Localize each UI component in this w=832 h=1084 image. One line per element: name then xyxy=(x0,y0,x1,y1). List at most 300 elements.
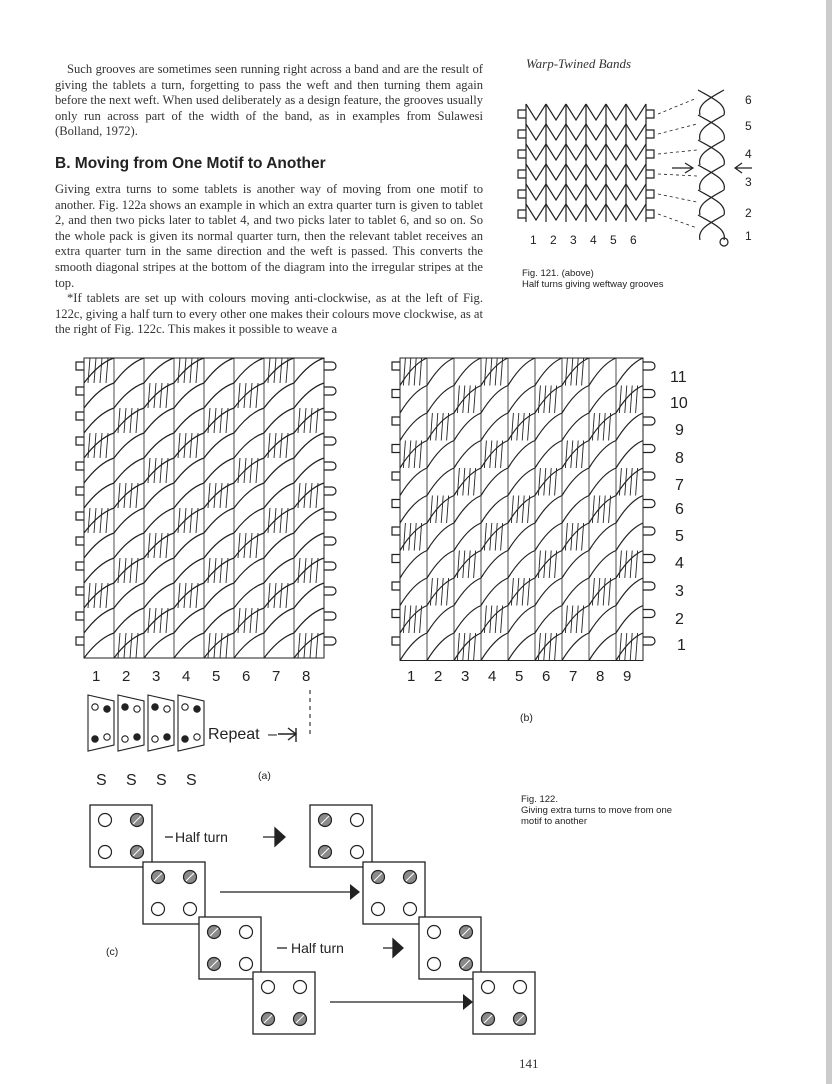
twine-stroke xyxy=(589,441,616,469)
threading-tablet xyxy=(178,695,204,751)
fig122b-row-number: 6 xyxy=(675,501,684,518)
hatch-line xyxy=(538,468,540,496)
tablet-hole xyxy=(428,926,441,939)
repeat-dash: – xyxy=(268,726,277,743)
twine-stroke xyxy=(204,533,234,558)
twist-arrow-icon xyxy=(735,163,752,173)
hatch-line xyxy=(148,458,150,483)
hatch-line xyxy=(603,578,605,606)
twine-stroke xyxy=(264,533,294,558)
fig122b-tablet-number: 1 xyxy=(407,668,416,685)
hatch-line xyxy=(576,523,578,551)
twine-stroke xyxy=(144,408,174,433)
hatch-line xyxy=(268,358,270,383)
tablet-peg-right xyxy=(324,437,336,445)
tablet-hole xyxy=(240,958,253,971)
fig121-caption xyxy=(522,268,664,290)
tablet-peg-left xyxy=(392,390,400,398)
chevron-stroke xyxy=(526,164,546,180)
tablet-peg-right xyxy=(643,582,655,590)
fig122b-row-number: 5 xyxy=(675,528,684,545)
hatch-line xyxy=(603,413,605,441)
tablet-hole xyxy=(482,981,495,994)
tablet-card xyxy=(363,862,425,924)
twist-strand xyxy=(698,165,724,190)
hatch-line xyxy=(280,508,282,533)
chevron-stroke xyxy=(626,184,646,200)
twine-stroke xyxy=(589,606,616,634)
twine-stroke xyxy=(616,523,643,551)
tablet-peg-left xyxy=(392,637,400,645)
page-edge xyxy=(826,0,832,1084)
twist-strand xyxy=(698,115,724,140)
threading-tablet xyxy=(88,695,114,751)
chevron-stroke xyxy=(566,144,586,160)
hatch-line xyxy=(190,583,192,608)
tablet-peg-left xyxy=(76,362,84,370)
fig122b-band xyxy=(392,358,655,661)
hatch-line xyxy=(268,508,270,533)
fig121-caption-line: Fig. 121. (above) xyxy=(522,268,594,279)
hatch-line xyxy=(619,386,621,414)
figure-122a xyxy=(70,350,340,790)
twine-stroke xyxy=(508,551,535,579)
hatch-line xyxy=(280,433,282,458)
hatch-line xyxy=(88,583,90,608)
chevron-stroke xyxy=(546,204,566,220)
hatch-line xyxy=(549,633,551,661)
hatch-line xyxy=(441,496,443,524)
tablet-hole xyxy=(152,903,165,916)
hatch-line xyxy=(403,358,405,386)
twine-stroke xyxy=(508,386,535,414)
fig121-side-number: 6 xyxy=(745,93,752,107)
hatch-line xyxy=(484,606,486,634)
hatch-line xyxy=(220,633,222,658)
tablet-peg-left xyxy=(76,637,84,645)
fig122b-tablet-number: 2 xyxy=(434,668,443,685)
hatch-line xyxy=(538,551,540,579)
twist-strand xyxy=(698,190,724,215)
hatch-line xyxy=(208,408,210,433)
twine-stroke xyxy=(294,608,324,633)
fig121-band xyxy=(518,90,752,246)
fig122b-row-number: 9 xyxy=(675,422,684,439)
hatch-line xyxy=(403,523,405,551)
chevron-stroke xyxy=(526,124,546,140)
hatch-line xyxy=(118,483,120,508)
twine-stroke xyxy=(174,533,204,558)
paragraph-1: Such grooves are sometimes seen running right across a band and are the result of giving the tablets a turn, forgetting to pass the weft and then turning them again before the next weft. When used deliberately as a design feature, the grooves usually only run across part of the width of the band, as in examples from Sulawesi (Bolland, 1972). xyxy=(55,62,483,139)
twine-stroke xyxy=(454,578,481,606)
hatch-line xyxy=(100,433,102,458)
twine-stroke xyxy=(589,633,616,661)
guide-line xyxy=(658,214,697,228)
tablet-card xyxy=(419,917,481,979)
hatch-line xyxy=(238,383,240,408)
hatch-line xyxy=(190,358,192,383)
twine-stroke xyxy=(481,578,508,606)
hatch-line xyxy=(592,413,594,441)
twine-stroke xyxy=(204,358,234,383)
twine-stroke xyxy=(508,633,535,661)
hatch-line xyxy=(511,578,513,606)
hatch-line xyxy=(148,383,150,408)
hatch-line xyxy=(190,508,192,533)
twine-stroke xyxy=(616,606,643,634)
hatch-line xyxy=(630,468,632,496)
tablet-peg-left xyxy=(518,110,526,118)
threading-hole xyxy=(164,706,170,712)
hatch-line xyxy=(310,558,312,583)
twine-stroke xyxy=(294,533,324,558)
twine-stroke xyxy=(508,441,535,469)
fig122a-threading-letter: S xyxy=(156,772,167,789)
chevron-stroke xyxy=(586,104,606,120)
twine-stroke xyxy=(454,606,481,634)
fig122b-tablet-number: 8 xyxy=(596,668,605,685)
hatch-line xyxy=(298,633,300,658)
hatch-line xyxy=(468,386,470,414)
fig121-side-number: 2 xyxy=(745,206,752,220)
twine-stroke xyxy=(84,633,114,658)
threading-hole xyxy=(134,706,140,712)
twine-stroke xyxy=(589,386,616,414)
twine-stroke xyxy=(400,551,427,579)
hatch-line xyxy=(619,633,621,661)
twine-stroke xyxy=(535,523,562,551)
tablet-peg-left xyxy=(392,472,400,480)
paragraph-3: *If tablets are set up with colours moving anti-clockwise, as at the left of Fig. 122c, giving a half turn to every other one makes their colours move clockwise, as at the right of Fig. 122c. This makes it possible to weave a xyxy=(55,291,483,337)
tablet-peg-right xyxy=(643,362,655,370)
fig121-side-number: 4 xyxy=(745,147,752,161)
twine-stroke xyxy=(535,578,562,606)
twine-stroke xyxy=(535,441,562,469)
hatch-line xyxy=(414,358,416,386)
twist-strand xyxy=(700,165,724,190)
fig122a-tablet-number: 2 xyxy=(122,668,131,685)
hatch-line xyxy=(630,551,632,579)
hatch-line xyxy=(268,433,270,458)
tablet-peg-left xyxy=(76,587,84,595)
twine-stroke xyxy=(454,496,481,524)
guide-line xyxy=(658,174,697,176)
chevron-stroke xyxy=(586,164,606,180)
tablet-hole xyxy=(428,958,441,971)
twine-stroke xyxy=(264,458,294,483)
hatch-line xyxy=(414,523,416,551)
hatch-line xyxy=(495,523,497,551)
chevron-stroke xyxy=(526,104,546,120)
tablet-peg-right xyxy=(324,412,336,420)
twine-stroke xyxy=(174,483,204,508)
twine-stroke xyxy=(144,558,174,583)
twine-stroke xyxy=(508,468,535,496)
fig122a-threading-letter: S xyxy=(186,772,197,789)
fig122b-row-number: 2 xyxy=(675,611,684,628)
hatch-line xyxy=(238,608,240,633)
twine-stroke xyxy=(144,433,174,458)
threading-hole xyxy=(194,706,200,712)
fig121-side-number: 3 xyxy=(745,175,752,189)
chevron-stroke xyxy=(566,124,586,140)
fig122b-panel-label: (b) xyxy=(520,712,533,724)
twine-stroke xyxy=(114,533,144,558)
fig122c-panel-label: (c) xyxy=(106,946,119,958)
half-turn-arrow-icon xyxy=(263,828,285,846)
tablet-peg-right xyxy=(324,537,336,545)
chevron-stroke xyxy=(546,124,566,140)
fig122a-tablet-number: 5 xyxy=(212,668,221,685)
twine-stroke xyxy=(400,578,427,606)
twine-stroke xyxy=(400,496,427,524)
section-heading: B. Moving from One Motif to Another xyxy=(55,155,326,172)
hatch-line xyxy=(522,413,524,441)
hatch-line xyxy=(495,606,497,634)
hatch-line xyxy=(457,386,459,414)
tablet-peg-left xyxy=(76,437,84,445)
twine-stroke xyxy=(174,633,204,658)
hatch-line xyxy=(298,558,300,583)
tablet-hole xyxy=(294,981,307,994)
twine-stroke xyxy=(535,413,562,441)
hatch-line xyxy=(190,433,192,458)
twine-stroke xyxy=(294,508,324,533)
tablet-peg-left xyxy=(518,150,526,158)
page-number: 141 xyxy=(519,1056,539,1071)
fig122-caption-line: Giving extra turns to move from one xyxy=(521,805,673,816)
hatch-line xyxy=(160,533,162,558)
hatch-line xyxy=(565,358,567,386)
threading-tablet xyxy=(118,695,144,751)
fig122a-tablet-number: 8 xyxy=(302,668,311,685)
tablet-card xyxy=(253,972,315,1034)
fig121-caption-line: Half turns giving weftway grooves xyxy=(522,279,664,290)
tablet-hole xyxy=(240,926,253,939)
twine-stroke xyxy=(427,468,454,496)
tablet-peg-left xyxy=(76,412,84,420)
guide-line xyxy=(658,98,697,114)
half-turn-label-2: Half turn xyxy=(291,940,344,956)
hatch-line xyxy=(430,413,432,441)
twine-stroke xyxy=(427,386,454,414)
twine-stroke xyxy=(616,578,643,606)
fig122b-row-number: 1 xyxy=(677,637,686,654)
fig122a-threading-letter: S xyxy=(126,772,137,789)
hatch-line xyxy=(457,551,459,579)
twine-stroke xyxy=(144,633,174,658)
fig121-tablet-number: 1 xyxy=(530,233,537,247)
fig122b-row-number: 8 xyxy=(675,450,684,467)
fig121-side-number: 5 xyxy=(745,119,752,133)
hatch-line xyxy=(220,483,222,508)
hatch-line xyxy=(403,606,405,634)
hatch-line xyxy=(280,358,282,383)
figure-121 xyxy=(512,82,772,252)
body-text-column xyxy=(55,62,483,140)
guide-line xyxy=(658,150,697,154)
threading-tablet xyxy=(148,695,174,751)
hatch-line xyxy=(130,483,132,508)
hatch-line xyxy=(250,608,252,633)
hatch-line xyxy=(619,468,621,496)
twist-strand xyxy=(700,115,724,140)
tablet-peg-left xyxy=(518,190,526,198)
twine-stroke xyxy=(264,383,294,408)
hatch-line xyxy=(148,533,150,558)
fig122b-tablet-number: 7 xyxy=(569,668,578,685)
hatch-line xyxy=(630,633,632,661)
twine-stroke xyxy=(294,358,324,383)
tablet-peg-right xyxy=(643,637,655,645)
twine-stroke xyxy=(589,523,616,551)
hatch-line xyxy=(468,633,470,661)
threading-hole xyxy=(92,704,98,710)
repeat-arrow-icon xyxy=(278,728,296,742)
twine-stroke xyxy=(234,583,264,608)
twine-stroke xyxy=(589,551,616,579)
hatch-line xyxy=(100,508,102,533)
hatch-line xyxy=(576,441,578,469)
twine-stroke xyxy=(204,383,234,408)
threading-hole xyxy=(104,706,110,712)
fig121-side-number: 1 xyxy=(745,229,752,243)
twine-stroke xyxy=(562,496,589,524)
threading-hole xyxy=(182,736,188,742)
tablet-peg-left xyxy=(76,537,84,545)
twine-stroke xyxy=(84,483,114,508)
fig122a-tablet-number: 3 xyxy=(152,668,161,685)
twine-stroke xyxy=(174,408,204,433)
twine-stroke xyxy=(481,633,508,661)
chevron-stroke xyxy=(566,204,586,220)
chevron-stroke xyxy=(586,184,606,200)
chevron-stroke xyxy=(586,124,606,140)
hatch-line xyxy=(538,386,540,414)
twine-stroke xyxy=(427,441,454,469)
fig122b-tablet-number: 6 xyxy=(542,668,551,685)
tablet-peg-right xyxy=(324,562,336,570)
chevron-stroke xyxy=(566,104,586,120)
tablet-hole xyxy=(404,903,417,916)
hatch-line xyxy=(130,633,132,658)
tablet-peg-right xyxy=(643,527,655,535)
tablet-card xyxy=(473,972,535,1034)
twine-stroke xyxy=(481,496,508,524)
hatch-line xyxy=(403,441,405,469)
hatch-line xyxy=(592,578,594,606)
chevron-stroke xyxy=(526,184,546,200)
arrow-head-icon xyxy=(463,994,473,1010)
chevron-stroke xyxy=(606,124,626,140)
hatch-line xyxy=(280,583,282,608)
twine-stroke xyxy=(144,358,174,383)
threading-hole xyxy=(122,704,128,710)
twine-stroke xyxy=(589,468,616,496)
hatch-line xyxy=(603,496,605,524)
fig122a-panel-label: (a) xyxy=(258,770,271,782)
chevron-stroke xyxy=(606,184,626,200)
twine-stroke xyxy=(562,551,589,579)
tablet-peg-left xyxy=(392,582,400,590)
tablet-peg-left xyxy=(76,487,84,495)
twine-stroke xyxy=(204,433,234,458)
hatch-line xyxy=(495,441,497,469)
running-head: Warp-Twined Bands xyxy=(526,56,632,71)
hatch-line xyxy=(511,496,513,524)
hatch-line xyxy=(592,496,594,524)
twine-stroke xyxy=(562,413,589,441)
tablet-hole xyxy=(184,903,197,916)
fig121-tablet-number: 6 xyxy=(630,233,637,247)
tablet-peg-right xyxy=(643,390,655,398)
threading-hole xyxy=(92,736,98,742)
fig122b-row-number: 10 xyxy=(670,395,688,412)
twine-stroke xyxy=(562,386,589,414)
hatch-line xyxy=(298,483,300,508)
hatch-line xyxy=(549,551,551,579)
hatch-line xyxy=(484,523,486,551)
twine-stroke xyxy=(427,358,454,386)
fig122a-repeat-label: Repeat xyxy=(208,726,260,743)
hatch-line xyxy=(178,508,180,533)
fig121-tablet-numbers xyxy=(530,233,637,247)
twine-stroke xyxy=(616,413,643,441)
twine-stroke xyxy=(144,508,174,533)
fig122b-tablet-number: 3 xyxy=(461,668,470,685)
twine-stroke xyxy=(294,458,324,483)
guide-line xyxy=(658,194,697,202)
hatch-line xyxy=(118,408,120,433)
hatch-line xyxy=(310,408,312,433)
tablet-peg-left xyxy=(76,612,84,620)
chevron-stroke xyxy=(626,204,646,220)
hatch-line xyxy=(468,551,470,579)
twine-stroke xyxy=(562,633,589,661)
twine-stroke xyxy=(508,606,535,634)
hatch-line xyxy=(130,558,132,583)
tablet-peg-left xyxy=(392,362,400,370)
tablet-peg-left xyxy=(392,527,400,535)
hatch-line xyxy=(220,558,222,583)
twine-stroke xyxy=(174,608,204,633)
twist-strand xyxy=(700,90,724,115)
hatch-line xyxy=(522,578,524,606)
twine-stroke xyxy=(616,496,643,524)
hatch-line xyxy=(549,386,551,414)
twine-stroke xyxy=(481,413,508,441)
twine-stroke xyxy=(562,578,589,606)
twine-stroke xyxy=(400,413,427,441)
twine-stroke xyxy=(84,608,114,633)
threading-hole xyxy=(122,736,128,742)
hatch-line xyxy=(414,606,416,634)
tablet-peg-right xyxy=(643,500,655,508)
hatch-line xyxy=(160,608,162,633)
chevron-stroke xyxy=(546,104,566,120)
twine-stroke xyxy=(204,608,234,633)
hatch-line xyxy=(160,383,162,408)
twine-stroke xyxy=(264,608,294,633)
threading-hole xyxy=(104,734,110,740)
twine-stroke xyxy=(264,408,294,433)
threading-hole xyxy=(152,736,158,742)
tablet-peg-right xyxy=(643,555,655,563)
twine-stroke xyxy=(294,383,324,408)
hatch-line xyxy=(148,608,150,633)
tablet-card xyxy=(310,805,372,867)
hatch-line xyxy=(208,558,210,583)
